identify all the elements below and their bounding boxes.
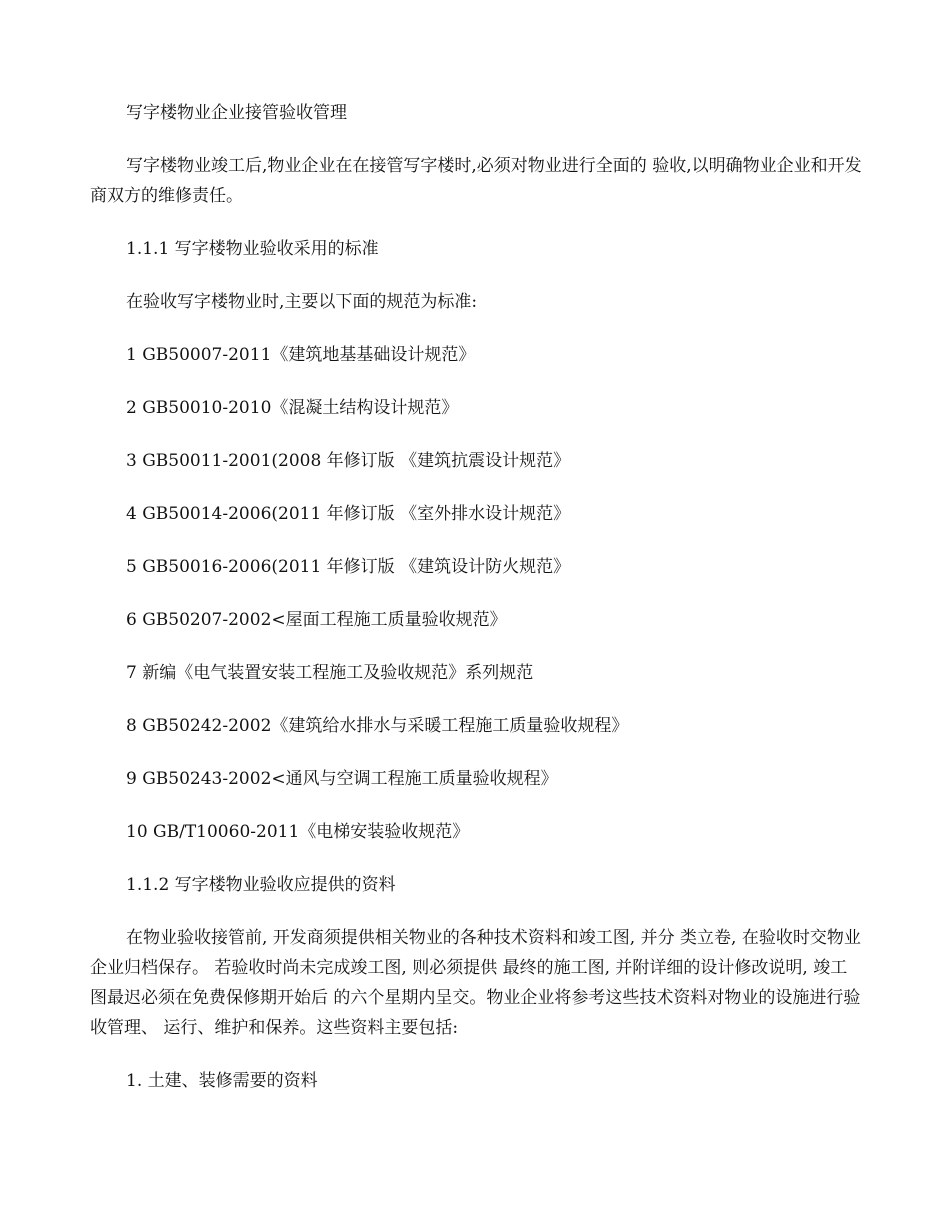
standard-item: 8 GB50242-2002《建筑给水排水与采暖工程施工质量验收规程》 xyxy=(126,716,629,736)
section-heading-materials: 1.1.2 写字楼物业验收应提供的资料 xyxy=(126,875,396,895)
standard-item: 5 GB50016-2006(2011 年修订版 《建筑设计防火规范》 xyxy=(126,557,571,577)
intro-paragraph: 写字楼物业竣工后,物业企业在在接管写字楼时,必须对物业进行全面的 验收,以明确物业企业和开发商双方的维修责任。 xyxy=(90,156,862,206)
standard-item: 6 GB50207-2002<屋面工程施工质量验收规范》 xyxy=(126,610,507,630)
document-title: 写字楼物业企业接管验收管理 xyxy=(126,103,347,123)
document-body xyxy=(90,98,862,1119)
standard-item: 7 新编《电气装置安装工程施工及验收规范》系列规范 xyxy=(126,663,534,683)
standard-item: 9 GB50243-2002<通风与空调工程施工质量验收规程》 xyxy=(126,769,558,789)
standard-item: 1 GB50007-2011《建筑地基基础设计规范》 xyxy=(126,345,476,365)
materials-item-heading: 1. 土建、装修需要的资料 xyxy=(126,1071,318,1091)
standard-item: 10 GB/T10060-2011《电梯安装验收规范》 xyxy=(126,822,470,842)
standard-item: 2 GB50010-2010《混凝土结构设计规范》 xyxy=(126,398,459,418)
standards-intro: 在验收写字楼物业时,主要以下面的规范为标准: xyxy=(126,292,478,312)
materials-paragraph: 在物业验收接管前, 开发商须提供相关物业的各种技术资料和竣工图, 并分 类立卷, 在验收时交物业企业归档保存。 若验收时尚未完成竣工图, 则必须提供 最终的施工图, 并附详细的设计修改说明, 竣工图最迟必须在免费保修期开始后 的六个星期内呈交。物业企业将参考这些技术资料对物业的设施进行验收管理、 运行、维护和保养。这些资料主要包括: xyxy=(90,928,861,1038)
standard-item: 4 GB50014-2006(2011 年修订版 《室外排水设计规范》 xyxy=(126,504,571,524)
section-heading-standards: 1.1.1 写字楼物业验收采用的标准 xyxy=(126,239,379,259)
standard-item: 3 GB50011-2001(2008 年修订版 《建筑抗震设计规范》 xyxy=(126,451,571,471)
